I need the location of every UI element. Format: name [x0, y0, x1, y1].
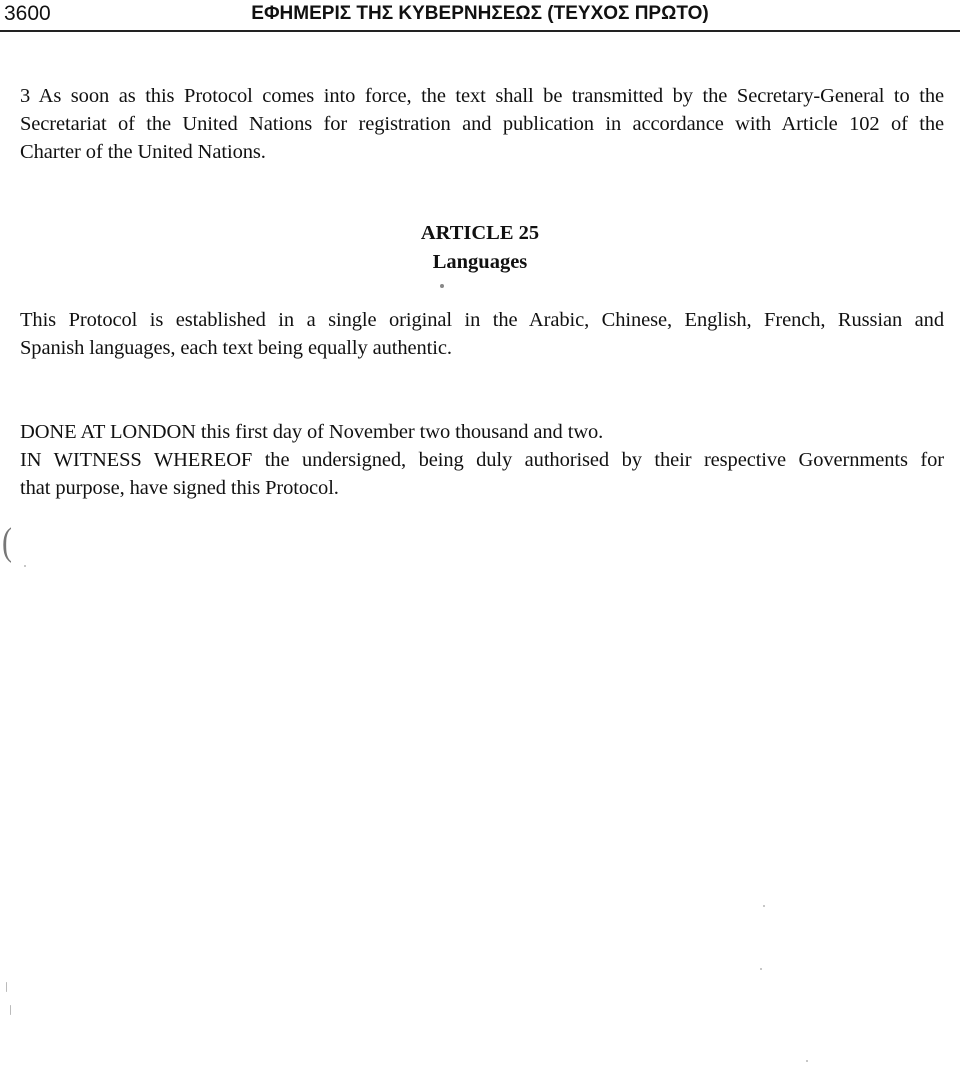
- witness-line: IN WITNESS WHEREOF the undersigned, being duly authorised by their respective Governments for: [20, 449, 944, 471]
- print-speck: [6, 982, 7, 992]
- page-number: 3600: [4, 2, 51, 25]
- print-speck: [760, 968, 762, 970]
- article-subheading: Languages: [432, 251, 528, 273]
- scan-bracket-mark: (: [2, 520, 12, 564]
- paragraph-registration: [20, 82, 944, 166]
- paragraph-line: 3 As soon as this Protocol comes into force, the text shall be transmitted by the Secretary-General to the: [20, 85, 944, 107]
- paragraph-languages: [20, 306, 944, 362]
- print-speck: [763, 905, 765, 907]
- print-speck: [440, 284, 444, 288]
- paragraph-line: Spanish languages, each text being equally authentic.: [20, 337, 452, 359]
- article-heading: ARTICLE 25: [420, 222, 540, 244]
- print-speck: [10, 1005, 11, 1015]
- paragraph-line: This Protocol is established in a single original in the Arabic, Chinese, English, French, Russian and: [20, 309, 944, 331]
- print-speck: [24, 565, 26, 567]
- witness-line: that purpose, have signed this Protocol.: [20, 477, 339, 499]
- print-speck: [806, 1060, 808, 1062]
- running-header: [0, 0, 960, 32]
- paragraph-line: Secretariat of the United Nations for registration and publication in accordance with Article 102 of the: [20, 113, 944, 135]
- running-head-title: ΕΦΗΜΕΡΙΣ ΤΗΣ ΚΥΒΕΡΝΗΣΕΩΣ (ΤΕΥΧΟΣ ΠΡΩΤΟ): [251, 3, 709, 24]
- done-at-line: DONE AT LONDON this first day of November two thousand and two.: [20, 421, 604, 443]
- paragraph-line: Charter of the United Nations.: [20, 141, 266, 163]
- witness-statement: [20, 446, 944, 502]
- done-at-statement: [20, 418, 944, 446]
